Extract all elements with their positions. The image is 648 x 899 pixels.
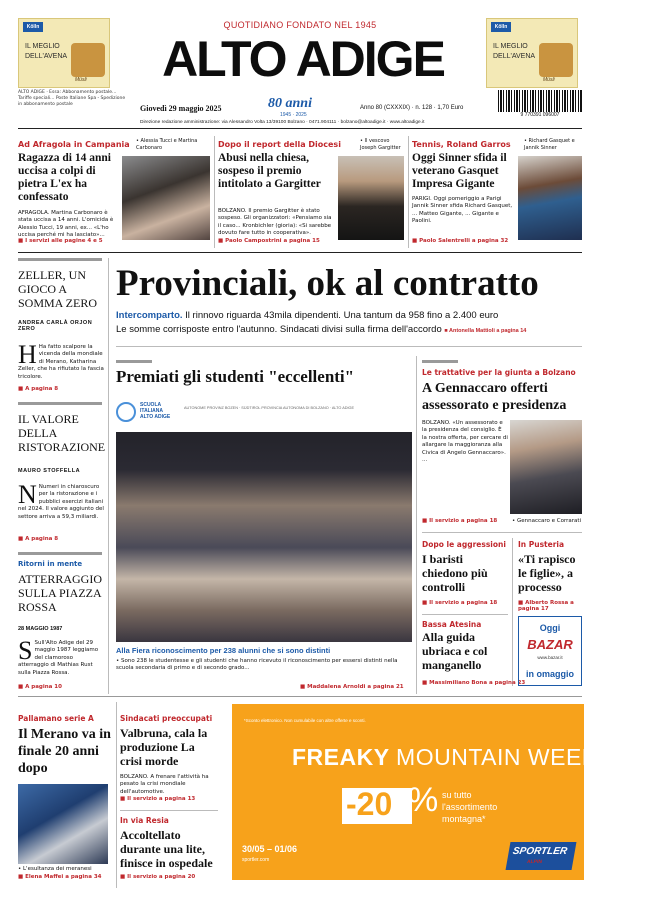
opinion-body: H Ha fatto scalpore la vicenda della mondiale di Merano, Katharina Zeller, che ha rifiutato la fascia tricolore. <box>18 340 104 380</box>
pusteria-story[interactable] <box>518 536 584 614</box>
valbruna-story[interactable] <box>120 700 220 800</box>
divider <box>116 702 117 888</box>
divider <box>422 532 582 533</box>
top-story-gargitter[interactable] <box>218 132 404 250</box>
story-headline[interactable]: Accoltellato durante una lite, finisce in ospedale <box>120 828 213 870</box>
story-headline[interactable]: «Ti rapisco le figlie», a processo <box>518 552 576 594</box>
story-kicker: Sindacati preoccupati <box>120 714 213 723</box>
ad-top-left[interactable] <box>18 18 110 88</box>
ad-line1: su tutto <box>442 790 472 800</box>
ad-line2: DELL'AVENA <box>493 53 536 60</box>
bazar-site: www.bazar.it <box>537 655 563 660</box>
story-kicker: Tennis, Roland Garros <box>412 140 511 149</box>
ricordo-date: 28 MAGGIO 1987 <box>18 626 63 632</box>
top-story-sinner[interactable] <box>412 132 582 250</box>
story-headline[interactable]: Il Merano va in finale 20 anni dopo <box>18 727 111 776</box>
gennaccaro-kicker: Le trattative per la giunta a Bolzano <box>422 368 576 377</box>
lead-deck <box>116 309 586 322</box>
ad-product: Müsli <box>543 77 555 83</box>
opinion-headline[interactable]: IL VALORE DELLA RISTORAZIONE <box>18 412 106 454</box>
story-body: BOLZANO. Il premio Gargitter è stato sospeso. Gli organizzatori: «Pensiamo sia il caso... Kronbichler (gioria): «Si sarebbe dovuto fare tutto in cooperativa». <box>218 208 332 237</box>
cereal-bowl-icon <box>539 43 573 77</box>
ricordo-ref: ■ A pagina 10 <box>18 684 62 690</box>
story-ref: ■ Il servizio a pagina 13 <box>120 796 196 802</box>
ricordo-kicker: Ritorni in mente <box>18 560 83 568</box>
sportler-logo <box>506 842 577 870</box>
story-headline[interactable]: Abusi nella chiesa, sospeso il premio intitolato a Gargitter <box>218 152 321 190</box>
anniversary-years: 1945 · 2025 <box>280 112 307 118</box>
barcode-digits: 9 770391 096007 <box>520 112 560 118</box>
gennaccaro-body: BOLZANO. «Un assessorato e la presidenza del consiglio. È la nostra offerta, per cercare di allargare la maggioranza alla Civica di Angelo Gennaccaro». ... <box>422 420 508 464</box>
gennaccaro-caption: • Gennaccaro e Corrarati <box>512 518 582 524</box>
opinion-ref: ■ A pagina 8 <box>18 536 59 542</box>
cereal-bowl-icon <box>71 43 105 77</box>
ad-brand: Kölln <box>23 22 43 32</box>
story-body: AFRAGOLA. Martina Carbonaro è stata uccisa a 14 anni. L'omicida è Alessio Tucci, 19 anni, ex... «L'ho uccisa perché mi ha lasciato»... <box>18 210 114 239</box>
story-ref: ■ Elena Maffei a pagina 34 <box>18 874 102 880</box>
story-ref: ■ Il servizio a pagina 18 <box>422 600 498 606</box>
story-photo <box>122 156 210 240</box>
bazar-box[interactable] <box>518 616 582 686</box>
students-ref: ■ Maddalena Arnoldi a pagina 21 <box>300 684 404 690</box>
divider <box>214 136 215 248</box>
story-credit: • Richard Gasquet e Jannik Sinner <box>524 138 575 151</box>
merano-caption: • L'esultanza dei meranesi <box>18 866 92 872</box>
story-photo <box>518 156 582 240</box>
lead-kicker: Intercomparto. <box>116 310 183 321</box>
gennaccaro-ref: ■ Il servizio a pagina 18 <box>422 518 498 524</box>
gennaccaro-photo <box>510 420 582 514</box>
scuola-logo-icon <box>116 402 136 422</box>
top-stories-divider <box>18 252 582 253</box>
opinion-ref: ■ A pagina 8 <box>18 386 59 392</box>
story-kicker: Dopo il report della Diocesi <box>218 140 341 149</box>
story-ref: ■ I servizi alle pagine 4 e 5 <box>18 238 103 244</box>
ad-dates: 30/05 – 01/06 <box>242 844 298 854</box>
story-body: BOLZANO. A frenare l'attività ha pesato la crisi mondiale dell'automotive. <box>120 774 209 795</box>
barcode <box>498 90 582 112</box>
story-photo <box>338 156 404 240</box>
story-kicker: Ad Afragola in Campania <box>18 140 130 149</box>
story-ref: ■ Massimiliano Bona a pagina 23 <box>422 680 526 686</box>
section-bar <box>116 360 152 363</box>
divider <box>108 258 109 694</box>
students-caption-title: Alla Fiera riconoscimento per 238 alunni che si sono distinti <box>116 646 331 655</box>
story-headline[interactable]: Valbruna, cala la produzione La crisi morde <box>120 726 208 768</box>
sportler-brand: SPORTLER <box>511 846 569 857</box>
scuola-logo <box>116 400 176 426</box>
story-kicker: Dopo le aggressioni <box>422 540 506 549</box>
sportler-sub: ALPIN <box>526 859 543 865</box>
ad-brand: Kölln <box>491 22 511 32</box>
ad-line2: l'assortimento <box>442 802 498 812</box>
publication-date: Giovedì 29 maggio 2025 <box>140 104 222 113</box>
section-bar <box>18 258 102 261</box>
masthead-divider <box>18 128 582 129</box>
masthead-title[interactable]: ALTO ADIGE <box>162 31 444 87</box>
bazar-bottom: in omaggio <box>526 669 574 679</box>
story-body: PARIGI. Oggi pomeriggio a Parigi Jannik Sinner sfida Richard Gasquet, ... Matteo Gigante, ... Gigante e Paolini. <box>412 196 513 225</box>
story-headline[interactable]: Alla guida ubriaca e col manganello <box>422 630 488 672</box>
ceremony-banner-text: AUTONOME PROVINZ BOZEN · SÜDTIROL PROVINCIA AUTONOMA DI BOLZANO · ALTO ADIGE <box>184 406 355 410</box>
ad-fineprint: *Sconto elettronico. Non cumulabile con altre offerte e sconti. <box>244 718 366 723</box>
section-bar <box>18 552 102 555</box>
bottom-section-divider <box>18 696 582 697</box>
story-credit: • Il vescovo Joseph Gargitter <box>360 138 401 151</box>
merano-photo <box>18 784 108 864</box>
divider <box>120 810 218 811</box>
ricordo-headline[interactable]: ATTERRAGGIO SULLA PIAZZA ROSSA <box>18 572 102 614</box>
lead-divider <box>116 346 582 347</box>
lead-deck2: Le somme corrisposte entro l'autunno. Sindacati divisi sulla firma dell'accordo ■ Antonella Mattioli a pagina 14 <box>116 324 527 335</box>
lead-deck-text: Il rinnovo riguarda 43mila dipendenti. Una tantum da 958 fino a 2.400 euro <box>185 310 499 321</box>
story-kicker: Pallamano serie A <box>18 714 94 723</box>
ad-product: Müsli <box>75 77 87 83</box>
divider <box>422 614 508 615</box>
address-line: Direzione redazione amministrazione: via Alessandro Volta 13/39100 Bolzano · 0471.904111 · bolzano@altoadige.it · www.altoadige.it <box>140 120 425 125</box>
ad-top-right[interactable] <box>486 18 578 88</box>
issue-info: Anno 80 (CXXXIX) · n. 128 · 1,70 Euro <box>360 105 464 111</box>
story-headline[interactable]: Ragazza di 14 anni uccisa a colpi di pietra L'ex ha confessato <box>18 152 111 203</box>
divider <box>416 356 417 694</box>
anniversary-badge: 80 anni <box>268 96 312 111</box>
ad-discount: -20 <box>346 786 393 822</box>
ad-site: sportler.com <box>242 857 270 863</box>
ad-line2: DELL'AVENA <box>25 53 68 60</box>
students-caption-body: • Sono 238 le studentesse e gli studenti che hanno ricevuto il riconoscimento per essersi distinti nella scuola secondaria di primo e di secondo grado... <box>116 658 398 672</box>
lead-ref: ■ Antonella Mattioli a pagina 14 <box>444 328 527 334</box>
ricordo-body: S Sull'Alto Adige del 29 maggio 1987 leggiamo del clamoroso atterraggio di Mathias Rust sulla Piazza Rossa. <box>18 636 99 676</box>
ad-line1: IL MEGLIO <box>493 43 528 50</box>
opinion-author: MAURO STOFFELLA <box>18 468 81 474</box>
ad-title <box>292 744 648 771</box>
top-story-afragola[interactable] <box>18 132 210 250</box>
bazar-top: Oggi <box>539 623 561 633</box>
ad-title-2: MOUNTAIN WEEKEND <box>396 744 648 770</box>
drop-cap: N <box>18 480 37 509</box>
scuola-logo-text: SCUOLA ITALIANA ALTO ADIGE <box>140 402 171 420</box>
divider <box>512 538 513 686</box>
gennaccaro-headline[interactable]: A Gennaccaro offerti assessorato e presidenza <box>422 381 567 413</box>
merano-story[interactable] <box>18 700 112 890</box>
story-kicker: In Pusteria <box>518 540 565 549</box>
tagline: QUOTIDIANO FONDATO NEL 1945 <box>223 20 377 30</box>
story-credit: • Alessia Tucci e Martina Carbonaro <box>136 138 198 151</box>
story-ref: ■ Paolo Salentrelli a pagina 32 <box>412 238 509 244</box>
lead-headline[interactable]: Provinciali, ok al contratto <box>116 263 539 304</box>
opinion-author: ANDREA CARLÀ ORJON ZERO <box>18 320 93 332</box>
sportler-ad[interactable] <box>232 704 648 880</box>
drop-cap: S <box>18 636 33 665</box>
divider <box>408 136 409 248</box>
opinion-headline[interactable]: ZELLER, UN GIOCO A SOMMA ZERO <box>18 268 98 310</box>
bazar-logo: BAZAR <box>527 637 573 652</box>
ad-line3: montagna* <box>442 814 486 824</box>
story-headline[interactable]: Oggi Sinner sfida il veterano Gasquet Impresa Gigante <box>412 152 507 190</box>
students-headline[interactable]: Premiati gli studenti "eccellenti" <box>116 367 355 386</box>
drop-cap: H <box>18 340 37 369</box>
story-kicker: Bassa Atesina <box>422 620 482 629</box>
ad-percent: % <box>408 781 439 819</box>
ad-line1: IL MEGLIO <box>25 43 60 50</box>
section-bar <box>422 360 458 363</box>
baristi-story[interactable] <box>422 536 508 614</box>
opinion-body: N Numeri in chiaroscuro per la ristorazione e i pubblici esercizi italiani nel 2024. Il valore aggiunto del settore arriva a 59,3 miliardi. <box>18 480 104 520</box>
story-ref: ■ Alberto Rossa a pagina 17 <box>518 600 574 612</box>
ubriaca-story[interactable] <box>422 618 526 690</box>
section-bar <box>18 402 102 405</box>
story-headline[interactable]: I baristi chiedono più controlli <box>422 552 488 594</box>
left-legal-text: ALTO ADIGE · Essa: Abbonamento postale... Tariffe speciali... Poste Italiane Spa - Spedizione in abbonamento postale <box>18 90 126 108</box>
ceremony-photo <box>116 432 412 642</box>
resia-story[interactable] <box>120 812 220 890</box>
story-ref: ■ Paolo Campostrini a pagina 15 <box>218 238 320 244</box>
ad-title-1: FREAKY <box>292 744 390 770</box>
story-ref: ■ Il servizio a pagina 20 <box>120 874 196 880</box>
story-kicker: In via Resia <box>120 816 169 825</box>
